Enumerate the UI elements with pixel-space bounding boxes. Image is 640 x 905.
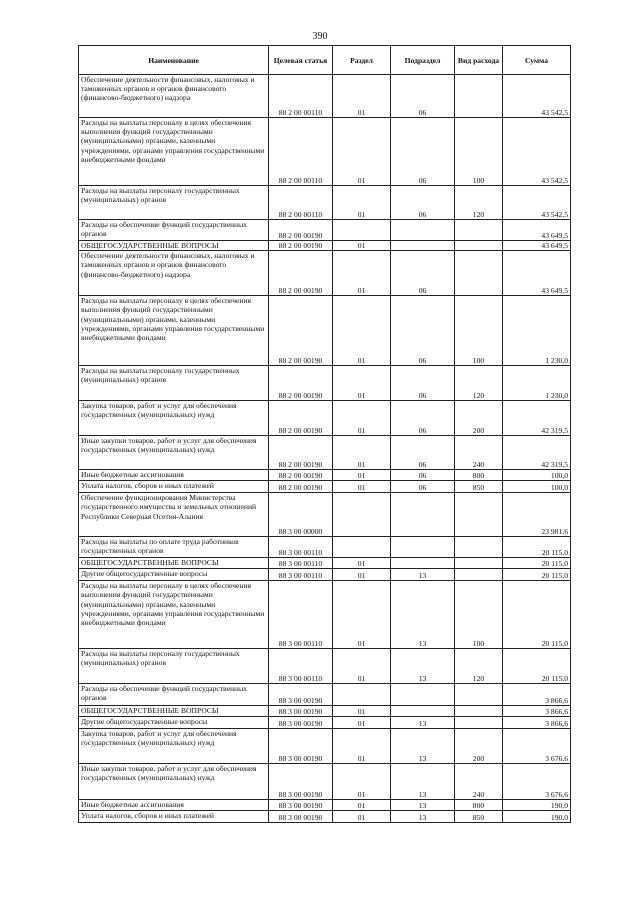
header-name: Наименование: [79, 46, 269, 75]
row-podrazdel-cell: [391, 706, 455, 717]
table-row: [79, 558, 571, 569]
header-vid: Вид расхода: [455, 46, 503, 75]
row-razdel-cell: 01: [333, 811, 391, 823]
row-vid-cell: 800: [455, 800, 503, 811]
row-razdel-cell: 01: [333, 729, 391, 764]
row-podrazdel-cell: 06: [391, 251, 455, 296]
row-name-cell: ОБЩЕГОСУДАРСТВЕННЫЕ ВОПРОСЫ: [79, 558, 269, 569]
table-row: [79, 649, 571, 684]
row-summa-cell: 20 115,0: [503, 649, 571, 684]
row-vid-cell: [455, 493, 503, 537]
row-summa-cell: 43 542,5: [503, 186, 571, 220]
row-code-cell: 88 2 00 00190: [269, 436, 333, 470]
row-podrazdel-cell: 06: [391, 118, 455, 186]
row-podrazdel-cell: [391, 241, 455, 251]
row-podrazdel-cell: 13: [391, 581, 455, 649]
row-razdel-cell: 01: [333, 649, 391, 684]
row-vid-cell: 200: [455, 729, 503, 764]
table-row: [79, 366, 571, 401]
table-row: [79, 684, 571, 706]
row-vid-cell: 800: [455, 470, 503, 481]
row-summa-cell: 43 542,5: [503, 118, 571, 186]
row-name-cell: Расходы на обеспечение функций государственных органов: [79, 220, 269, 241]
row-name-cell: Обеспечение функционирования Министерства государственного имущества и земельных отношений Республики Северная Осетия-Алания: [79, 493, 269, 537]
table-row: [79, 811, 571, 823]
row-code-cell: 88 3 00 00190: [269, 729, 333, 764]
table-row: [79, 186, 571, 220]
page-number: 390: [312, 31, 328, 42]
row-code-cell: 88 2 00 00190: [269, 241, 333, 251]
row-podrazdel-cell: 13: [391, 649, 455, 684]
row-vid-cell: [455, 684, 503, 706]
row-name-cell: Другие общегосударственные вопросы: [79, 569, 269, 581]
row-summa-cell: 20 115,0: [503, 569, 571, 581]
row-vid-cell: 240: [455, 764, 503, 800]
row-podrazdel-cell: 06: [391, 366, 455, 401]
table-row: [79, 537, 571, 558]
row-razdel-cell: 01: [333, 481, 391, 493]
row-code-cell: 88 2 00 00190: [269, 401, 333, 436]
row-summa-cell: 42 319,5: [503, 401, 571, 436]
row-code-cell: 88 3 00 00110: [269, 649, 333, 684]
row-vid-cell: [455, 558, 503, 569]
row-summa-cell: 43 649,5: [503, 251, 571, 296]
row-vid-cell: 240: [455, 436, 503, 470]
row-name-cell: Расходы на выплаты персоналу государственных (муниципальных) органов: [79, 366, 269, 401]
table-row: [79, 717, 571, 729]
row-name-cell: Расходы на выплаты по оплате труда работников государственных органов: [79, 537, 269, 558]
row-razdel-cell: [333, 220, 391, 241]
row-name-cell: Закупка товаров, работ и услуг для обеспечения государственных (муниципальных) нужд: [79, 729, 269, 764]
row-name-cell: Расходы на выплаты персоналу в целях обеспечения выполнения функций государственными (муниципальными) органами, казенными учреждениями, органами управления государственными внебюджетными фондами: [79, 581, 269, 649]
row-vid-cell: [455, 75, 503, 118]
row-code-cell: 88 3 00 00190: [269, 684, 333, 706]
row-razdel-cell: 01: [333, 581, 391, 649]
row-razdel-cell: 01: [333, 251, 391, 296]
row-code-cell: 88 3 00 00190: [269, 717, 333, 729]
row-razdel-cell: 01: [333, 118, 391, 186]
row-summa-cell: 1 230,0: [503, 366, 571, 401]
row-razdel-cell: [333, 493, 391, 537]
row-summa-cell: 1 230,0: [503, 296, 571, 366]
row-name-cell: Расходы на выплаты персоналу в целях обеспечения выполнения функций государственными (муниципальными) органами, казенными учреждениями, органами управления государственными внебюджетными фондами: [79, 118, 269, 186]
table-row: [79, 436, 571, 470]
row-summa-cell: 100,0: [503, 481, 571, 493]
row-code-cell: 88 2 00 00190: [269, 470, 333, 481]
row-code-cell: 88 3 00 00110: [269, 537, 333, 558]
table-row: [79, 729, 571, 764]
row-code-cell: 88 3 00 00190: [269, 706, 333, 717]
row-code-cell: 88 3 00 00190: [269, 800, 333, 811]
row-summa-cell: 20 115,0: [503, 581, 571, 649]
table-row: [79, 493, 571, 537]
row-vid-cell: 100: [455, 581, 503, 649]
row-name-cell: Другие общегосударственные вопросы: [79, 717, 269, 729]
row-code-cell: 88 2 00 00190: [269, 251, 333, 296]
row-podrazdel-cell: 13: [391, 800, 455, 811]
row-vid-cell: [455, 220, 503, 241]
row-name-cell: ОБЩЕГОСУДАРСТВЕННЫЕ ВОПРОСЫ: [79, 706, 269, 717]
row-name-cell: Уплата налогов, сборов и иных платежей: [79, 481, 269, 493]
table-body: [79, 75, 571, 823]
row-code-cell: 88 3 00 00110: [269, 581, 333, 649]
row-name-cell: Иные бюджетные ассигнования: [79, 800, 269, 811]
row-summa-cell: 190,0: [503, 811, 571, 823]
row-podrazdel-cell: 06: [391, 296, 455, 366]
table-row: [79, 764, 571, 800]
table-header-row: [79, 46, 571, 75]
row-summa-cell: 42 319,5: [503, 436, 571, 470]
row-vid-cell: [455, 537, 503, 558]
table-row: [79, 706, 571, 717]
header-code: Целевая статья: [269, 46, 333, 75]
row-summa-cell: 3 676,6: [503, 764, 571, 800]
row-summa-cell: 3 866,6: [503, 717, 571, 729]
row-summa-cell: 23 981,6: [503, 493, 571, 537]
row-name-cell: Иные закупки товаров, работ и услуг для обеспечения государственных (муниципальных) нужд: [79, 436, 269, 470]
row-name-cell: Закупка товаров, работ и услуг для обеспечения государственных (муниципальных) нужд: [79, 401, 269, 436]
row-podrazdel-cell: 13: [391, 811, 455, 823]
row-summa-cell: 3 676,6: [503, 729, 571, 764]
row-vid-cell: 100: [455, 118, 503, 186]
row-vid-cell: [455, 706, 503, 717]
table-row: [79, 241, 571, 251]
row-name-cell: Обеспечение деятельности финансовых, налоговых и таможенных органов и органов финансового (финансово-бюджетного) надзора: [79, 251, 269, 296]
row-code-cell: 88 2 00 00190: [269, 220, 333, 241]
header-summa: Сумма: [503, 46, 571, 75]
row-code-cell: 88 2 00 00110: [269, 186, 333, 220]
row-name-cell: Расходы на обеспечение функций государственных органов: [79, 684, 269, 706]
row-vid-cell: [455, 241, 503, 251]
row-summa-cell: 190,0: [503, 800, 571, 811]
row-razdel-cell: 01: [333, 436, 391, 470]
row-razdel-cell: 01: [333, 764, 391, 800]
table-row: [79, 470, 571, 481]
row-vid-cell: 120: [455, 186, 503, 220]
row-podrazdel-cell: 06: [391, 481, 455, 493]
row-podrazdel-cell: 06: [391, 436, 455, 470]
table-row: [79, 401, 571, 436]
row-razdel-cell: [333, 684, 391, 706]
row-podrazdel-cell: [391, 684, 455, 706]
row-summa-cell: 3 866,6: [503, 706, 571, 717]
row-vid-cell: 850: [455, 481, 503, 493]
row-name-cell: Обеспечение деятельности финансовых, налоговых и таможенных органов и органов финансового (финансово-бюджетного) надзора: [79, 75, 269, 118]
table-row: [79, 251, 571, 296]
row-code-cell: 88 2 00 00110: [269, 75, 333, 118]
row-podrazdel-cell: [391, 537, 455, 558]
header-razdel: Раздел: [333, 46, 391, 75]
row-razdel-cell: 01: [333, 296, 391, 366]
row-razdel-cell: [333, 537, 391, 558]
row-vid-cell: 120: [455, 366, 503, 401]
row-razdel-cell: 01: [333, 186, 391, 220]
row-name-cell: Иные бюджетные ассигнования: [79, 470, 269, 481]
row-name-cell: Иные закупки товаров, работ и услуг для обеспечения государственных (муниципальных) нужд: [79, 764, 269, 800]
row-podrazdel-cell: 13: [391, 764, 455, 800]
row-razdel-cell: 01: [333, 366, 391, 401]
table-row: [79, 118, 571, 186]
row-razdel-cell: 01: [333, 800, 391, 811]
row-podrazdel-cell: [391, 220, 455, 241]
row-podrazdel-cell: [391, 493, 455, 537]
budget-table: [78, 45, 571, 823]
table-row: [79, 569, 571, 581]
row-code-cell: 88 3 00 00000: [269, 493, 333, 537]
row-podrazdel-cell: 13: [391, 729, 455, 764]
row-razdel-cell: 01: [333, 75, 391, 118]
row-vid-cell: [455, 717, 503, 729]
row-code-cell: 88 2 00 00110: [269, 118, 333, 186]
row-razdel-cell: 01: [333, 401, 391, 436]
header-podrazdel: Подраздел: [391, 46, 455, 75]
row-podrazdel-cell: 13: [391, 717, 455, 729]
row-podrazdel-cell: 06: [391, 470, 455, 481]
row-summa-cell: 43 542,5: [503, 75, 571, 118]
row-vid-cell: 120: [455, 649, 503, 684]
table-row: [79, 220, 571, 241]
row-name-cell: Расходы на выплаты персоналу государственных (муниципальных) органов: [79, 649, 269, 684]
row-vid-cell: 850: [455, 811, 503, 823]
table-row: [79, 581, 571, 649]
row-vid-cell: 200: [455, 401, 503, 436]
row-razdel-cell: 01: [333, 717, 391, 729]
row-summa-cell: 20 115,0: [503, 558, 571, 569]
row-razdel-cell: 01: [333, 470, 391, 481]
row-code-cell: 88 3 00 00110: [269, 558, 333, 569]
row-podrazdel-cell: 06: [391, 186, 455, 220]
table-row: [79, 296, 571, 366]
row-code-cell: 88 3 00 00190: [269, 811, 333, 823]
row-vid-cell: 100: [455, 296, 503, 366]
row-podrazdel-cell: 13: [391, 569, 455, 581]
row-summa-cell: 3 866,6: [503, 684, 571, 706]
row-name-cell: Уплата налогов, сборов и иных платежей: [79, 811, 269, 823]
row-code-cell: 88 3 00 00190: [269, 764, 333, 800]
row-code-cell: 88 2 00 00190: [269, 481, 333, 493]
row-vid-cell: [455, 569, 503, 581]
row-summa-cell: 43 649,5: [503, 241, 571, 251]
row-razdel-cell: 01: [333, 569, 391, 581]
row-summa-cell: 20 115,0: [503, 537, 571, 558]
table-row: [79, 800, 571, 811]
row-podrazdel-cell: 06: [391, 401, 455, 436]
row-name-cell: Расходы на выплаты персоналу государственных (муниципальных) органов: [79, 186, 269, 220]
row-razdel-cell: 01: [333, 706, 391, 717]
row-code-cell: 88 2 00 00190: [269, 296, 333, 366]
row-summa-cell: 100,0: [503, 470, 571, 481]
row-vid-cell: [455, 251, 503, 296]
row-code-cell: 88 2 00 00190: [269, 366, 333, 401]
row-podrazdel-cell: 06: [391, 75, 455, 118]
row-name-cell: ОБЩЕГОСУДАРСТВЕННЫЕ ВОПРОСЫ: [79, 241, 269, 251]
table-row: [79, 75, 571, 118]
row-name-cell: Расходы на выплаты персоналу в целях обеспечения выполнения функций государственными (муниципальными) органами, казенными учреждениями, органами управления государственными внебюджетными фондами: [79, 296, 269, 366]
row-code-cell: 88 3 00 00110: [269, 569, 333, 581]
table-row: [79, 481, 571, 493]
row-razdel-cell: 01: [333, 241, 391, 251]
row-razdel-cell: 01: [333, 558, 391, 569]
row-summa-cell: 43 649,5: [503, 220, 571, 241]
row-podrazdel-cell: [391, 558, 455, 569]
